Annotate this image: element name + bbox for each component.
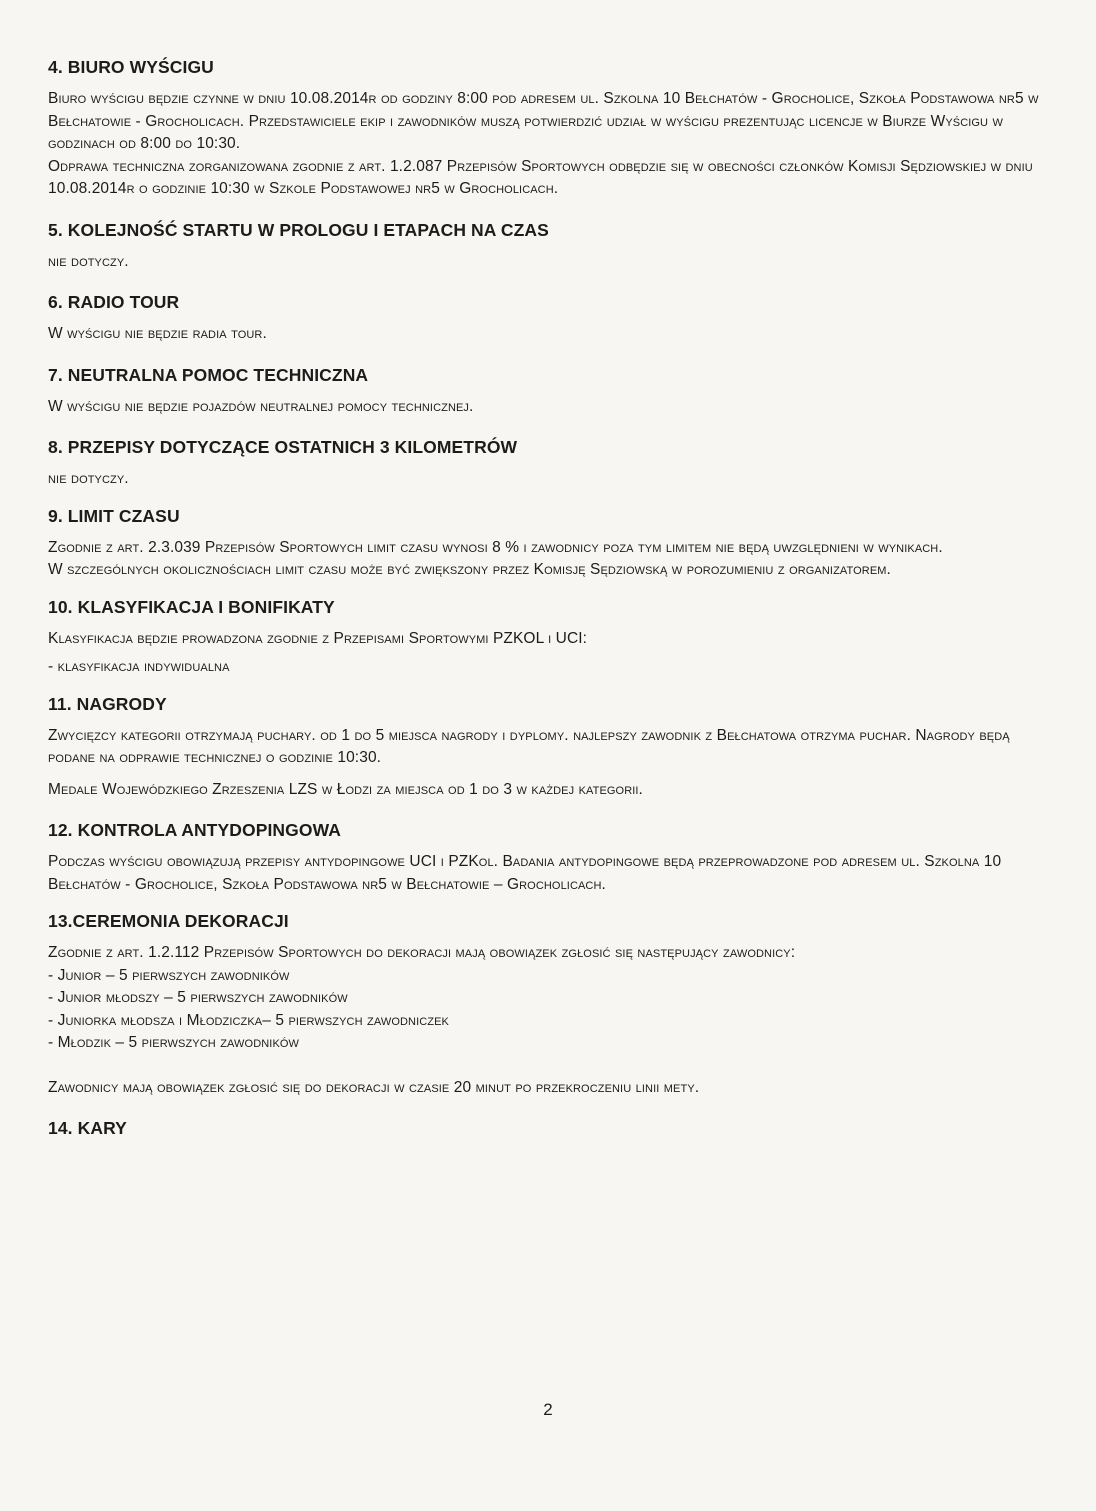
section-paragraph: nie dotyczy. bbox=[48, 470, 129, 487]
section-radio-tour bbox=[48, 291, 1058, 346]
section-kolejnosc-startu bbox=[48, 219, 1058, 274]
section-paragraph: Podczas wyścigu obowiązują przepisy antydopingowe UCI i PZKol. Badania antydopingowe będą przeprowadzone pod adresem ul. Szkolna 10 Bełchatów - Grocholice, Szkoła Podstawowa nr5 w Bełchatowie – Grocholicach. bbox=[48, 853, 1002, 893]
section-heading: 9. LIMIT CZASU bbox=[48, 505, 180, 526]
section-paragraph: W wyścigu nie będzie radia tour. bbox=[48, 325, 267, 342]
section-neutralna-pomoc bbox=[48, 364, 1058, 419]
list-item: - Junior – 5 pierwszych zawodników bbox=[48, 966, 290, 984]
section-heading: 14. KARY bbox=[48, 1118, 127, 1138]
section-heading: 4. BIURO WYŚCIGU bbox=[48, 57, 214, 77]
section-paragraph: W szczególnych okolicznościach limit czasu może być zwiększony przez Komisję Sędziowską w porozumieniu z organizatorem. bbox=[48, 561, 891, 578]
section-paragraph: Zwycięzcy kategorii otrzymają puchary. od 1 do 5 miejsca nagrody i dyplomy. najlepszy zawodnik z Bełchatowa otrzyma puchar. Nagrody będą podane na odprawie technicznej o godzinie 10:30. bbox=[48, 726, 1010, 766]
section-paragraph: Odprawa techniczna zorganizowana zgodnie z art. 1.2.087 Przepisów Sportowych odbędzie się w obecności członków Komisji Sędziowskiej w dniu 10.08.2014r o godzinie 10:30 w Szkole Podstawowej nr5 w Grocholicach. bbox=[48, 157, 1033, 197]
section-ceremonia-dekoracji bbox=[48, 910, 1058, 1099]
section-przepisy-3km bbox=[48, 436, 1058, 491]
section-nagrody bbox=[48, 693, 1058, 802]
section-kary bbox=[48, 1117, 1058, 1139]
list-item: - Juniorka młodsza i Młodziczka– 5 pierwszych zawodniczek bbox=[48, 1011, 449, 1029]
section-paragraph: Zawodnicy mają obowiązek zgłosić się do dekoracji w czasie 20 minut po przekroczeniu linii mety. bbox=[48, 1078, 700, 1096]
section-heading: 13.CEREMONIA DEKORACJI bbox=[48, 911, 289, 931]
section-paragraph: Zgodnie z art. 2.3.039 Przepisów Sportowych limit czasu wynosi 8 % i zawodnicy poza tym limitem nie będą uwzględnieni w wynikach. bbox=[48, 538, 943, 556]
list-item: - Młodzik – 5 pierwszych zawodników bbox=[48, 1034, 300, 1051]
section-heading: 11. NAGRODY bbox=[48, 693, 167, 714]
section-limit-czasu bbox=[48, 505, 1058, 582]
section-kontrola-antydopingowa bbox=[48, 819, 1058, 896]
section-heading: 8. PRZEPISY DOTYCZĄCE OSTATNICH 3 KILOMETRÓW bbox=[48, 437, 518, 457]
section-paragraph: Biuro wyścigu będzie czynne w dniu 10.08.2014r od godziny 8:00 pod adresem ul. Szkolna 10 Bełchatów - Grocholice, Szkoła Podstawowa nr5 w Bełchatowie - Grocholicach. Przedstawiciele ekip i zawodników muszą potwierdzić udział w wyścigu prezentując licencje w Biurze Wyścigu w godzinach od 8:00 do 10:30. bbox=[48, 90, 1039, 152]
section-klasyfikacja bbox=[48, 596, 1058, 679]
section-paragraph: Zgodnie z art. 1.2.112 Przepisów Sportowych do dekoracji mają obowiązek zgłosić się następujący zawodnicy: bbox=[48, 944, 796, 961]
section-heading: 12. KONTROLA ANTYDOPINGOWA bbox=[48, 820, 341, 840]
section-heading: 5. KOLEJNOŚĆ STARTU W PROLOGU I ETAPACH NA CZAS bbox=[48, 219, 549, 240]
section-heading: 7. NEUTRALNA POMOC TECHNICZNA bbox=[48, 364, 369, 385]
section-paragraph: nie dotyczy. bbox=[48, 252, 129, 270]
section-paragraph: - klasyfikacja indywidualna bbox=[48, 658, 230, 675]
section-heading: 10. KLASYFIKACJA I BONIFIKATY bbox=[48, 596, 335, 617]
section-biuro-wyscigu bbox=[48, 56, 1058, 201]
section-paragraph: Klasyfikacja będzie prowadzona zgodnie z Przepisami Sportowymi PZKOL i UCI: bbox=[48, 629, 588, 647]
section-paragraph: W wyścigu nie będzie pojazdów neutralnej pomocy technicznej. bbox=[48, 397, 474, 415]
document-page bbox=[48, 56, 1058, 1149]
list-item: - Junior młodszy – 5 pierwszych zawodników bbox=[48, 989, 348, 1006]
section-paragraph: Medale Wojewódzkiego Zrzeszenia LZS w Łodzi za miejsca od 1 do 3 w każdej kategorii. bbox=[48, 780, 643, 798]
section-heading: 6. RADIO TOUR bbox=[48, 292, 180, 312]
page-number: 2 bbox=[543, 1400, 553, 1419]
